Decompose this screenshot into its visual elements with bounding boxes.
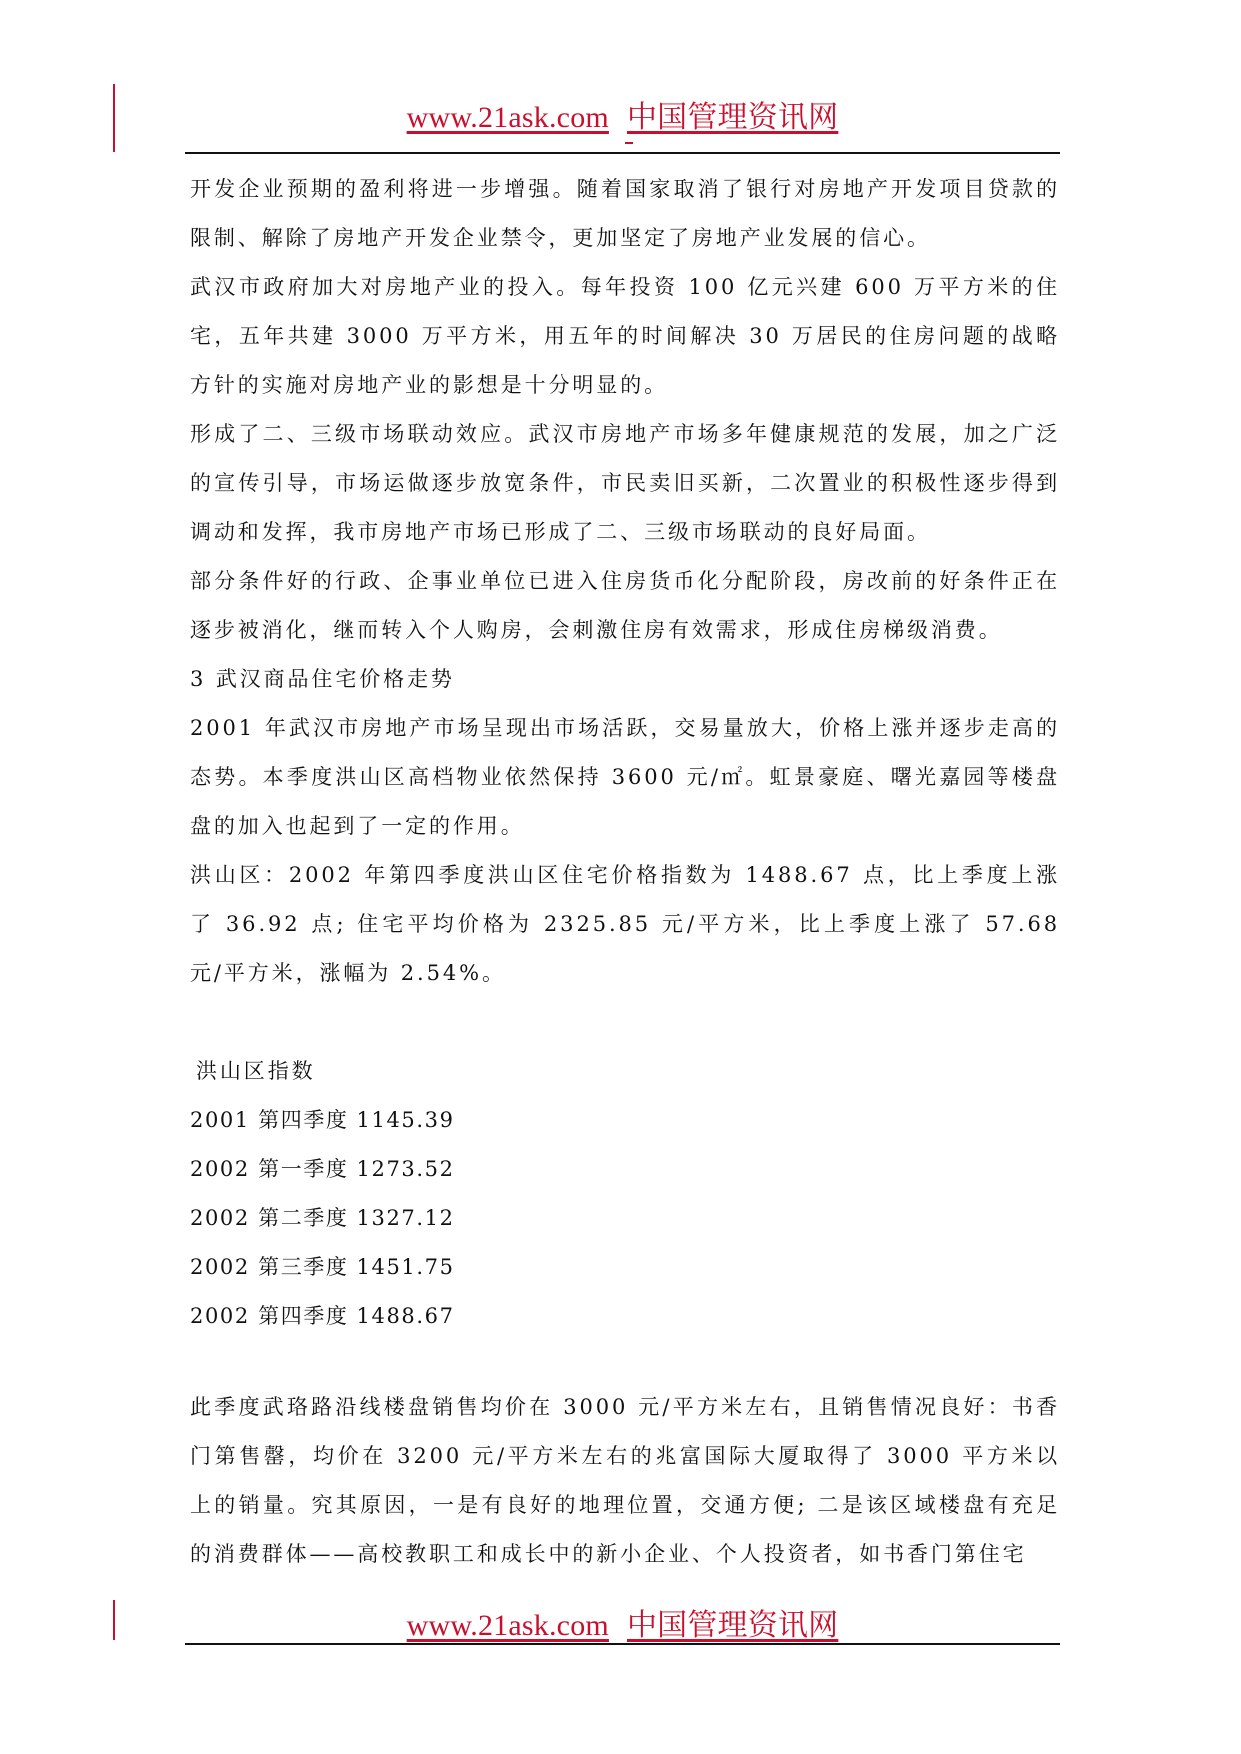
paragraph-market-linkage: 形成了二、三级市场联动效应。武汉市房地产市场多年健康规范的发展，加之广泛的宣传引导，市场运做逐步放宽条件，市民卖旧买新，二次置业的积极性逐步得到调动和发挥，我市房地产市场已形成了二、三级市场联动的良好局面。 [190,422,1060,544]
index-row [190,1292,1060,1341]
page-header [185,92,1060,136]
paragraph-hongshan-index: 洪山区：2002 年第四季度洪山区住宅价格指数为 1488.67 点，比上季度上涨了 36.92 点; 住宅平均价格为 2325.85 元/平方米，比上季度上涨了 57.68 元/平方米，涨幅为 2.54%。 [190,863,1060,985]
index-row [190,1194,1060,1243]
document-body [190,165,1060,1579]
index-row [190,1145,1060,1194]
footer-site-link[interactable] [407,1600,839,1644]
section-heading: 3 武汉商品住宅价格走势 [190,667,455,691]
margin-mark-top [113,84,115,152]
index-value: 1451.75 [356,1255,455,1279]
header-rule [185,152,1060,154]
paragraph-price-trend: 2001 年武汉市房地产市场呈现出市场活跃，交易量放大，价格上涨并逐步走高的态势。本季度洪山区高档物业依然保持 3600 元/㎡。虹景豪庭、曙光嘉园等楼盘盘的加入也起到了一定的作用。 [190,716,1060,838]
header-site-url: www.21ask.com [406,101,609,134]
index-period: 2001 第四季度 [190,1108,349,1132]
index-value: 1488.67 [356,1304,455,1328]
index-period: 2002 第四季度 [190,1304,349,1328]
paragraph-policy-confidence: 开发企业预期的盈利将进一步增强。随着国家取消了银行对房地产开发项目贷款的限制、解除了房地产开发企业禁令，更加坚定了房地产业发展的信心。 [190,177,1060,250]
index-row [190,1096,1060,1145]
index-period: 2002 第三季度 [190,1255,349,1279]
index-period: 2002 第一季度 [190,1157,349,1181]
hongshan-index-list [190,1047,1060,1341]
page-footer [185,1600,1060,1644]
header-site-link[interactable] [407,92,839,136]
paragraph-wuluo-road-sales: 此季度武珞路沿线楼盘销售均价在 3000 元/平方米左右，且销售情况良好：书香门第售罄，均价在 3200 元/平方米左右的兆富国际大厦取得了 3000 平方米以上的销量。究其原因，一是有良好的地理位置，交通方便; 二是该区域楼盘有充足的消费群体——高校教职工和成长中的新小企业、个人投资者，如书香门第住宅 [190,1395,1060,1566]
paragraph-government-investment: 武汉市政府加大对房地产业的投入。每年投资 100 亿元兴建 600 万平方米的住宅，五年共建 3000 万平方米，用五年的时间解决 30 万居民的住房问题的战略方针的实施对房地产业的影想是十分明显的。 [190,275,1060,397]
index-list-title: 洪山区指数 [196,1059,316,1083]
footer-site-name: 中国管理资讯网 [626,1609,839,1642]
paragraph-housing-monetization: 部分条件好的行政、企事业单位已进入住房货币化分配阶段，房改前的好条件正在逐步被消化，继而转入个人购房，会刺激住房有效需求，形成住房梯级消费。 [190,569,1060,642]
footer-site-url: www.21ask.com [406,1609,609,1642]
index-row [190,1243,1060,1292]
header-dash [625,142,633,144]
index-period: 2002 第二季度 [190,1206,349,1230]
index-value: 1327.12 [356,1206,455,1230]
header-site-name: 中国管理资讯网 [626,101,839,134]
index-value: 1145.39 [356,1108,455,1132]
margin-mark-bottom [113,1600,115,1640]
index-value: 1273.52 [356,1157,455,1181]
